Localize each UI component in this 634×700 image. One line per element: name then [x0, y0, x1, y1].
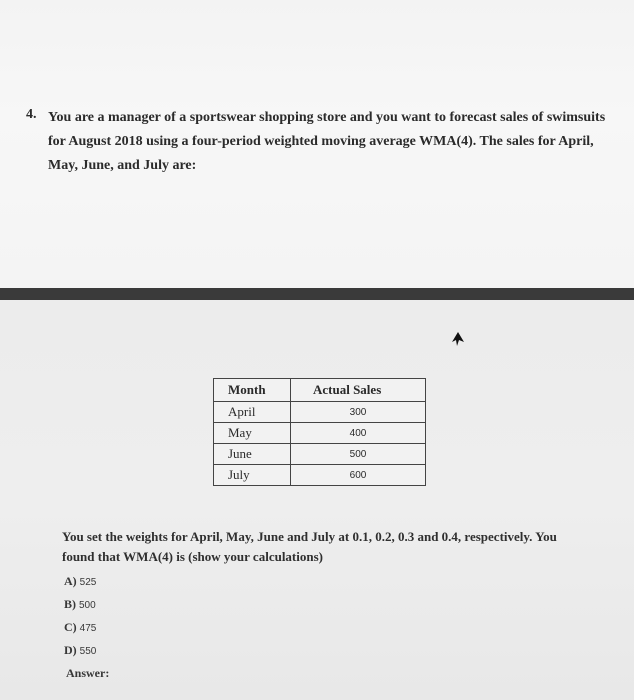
month-cell: June — [214, 444, 291, 465]
table-row — [214, 402, 426, 423]
sales-cell: 600 — [291, 465, 426, 486]
question-line: May, June, and July are: — [48, 158, 197, 173]
choice-c — [64, 616, 96, 639]
header-month: Month — [214, 379, 291, 402]
month-cell: May — [214, 423, 291, 444]
table-row — [214, 444, 426, 465]
sales-table — [213, 378, 426, 486]
table-row — [214, 423, 426, 444]
table-header-row — [214, 379, 426, 402]
sales-cell: 500 — [291, 444, 426, 465]
answer-label: Answer: — [66, 666, 110, 680]
question-line: for August 2018 using a four-period weighted moving average WMA(4). The sales for April, — [48, 134, 594, 149]
choice-letter: D) — [64, 643, 77, 657]
choice-b — [64, 593, 96, 616]
weights-text — [62, 527, 582, 567]
choice-letter: A) — [64, 574, 77, 588]
weights-line: found that WMA(4) is (show your calculations) — [62, 549, 323, 564]
choice-value: 525 — [79, 577, 97, 588]
choice-letter: C) — [64, 620, 77, 634]
divider-bar — [0, 288, 634, 300]
weights-line: You set the weights for April, May, June and July at 0.1, 0.2, 0.3 and 0.4, respectively. You — [62, 529, 557, 544]
table-row — [214, 465, 426, 486]
question-number: 4. — [26, 107, 37, 122]
month-cell: July — [214, 465, 291, 486]
question-line: You are a manager of a sportswear shopping store and you want to forecast sales of swimsuits — [48, 110, 606, 125]
cursor-arrow-icon — [452, 332, 464, 346]
answer-choices — [64, 570, 96, 662]
choice-value: 550 — [79, 646, 97, 657]
choice-value: 475 — [79, 623, 97, 634]
sales-cell: 300 — [291, 402, 426, 423]
header-actual-sales: Actual Sales — [291, 379, 426, 402]
question-text — [48, 106, 608, 178]
month-cell: April — [214, 402, 291, 423]
choice-d — [64, 639, 96, 662]
sales-cell: 400 — [291, 423, 426, 444]
choice-letter: B) — [64, 597, 76, 611]
choice-value: 500 — [79, 600, 96, 611]
choice-a — [64, 570, 96, 593]
